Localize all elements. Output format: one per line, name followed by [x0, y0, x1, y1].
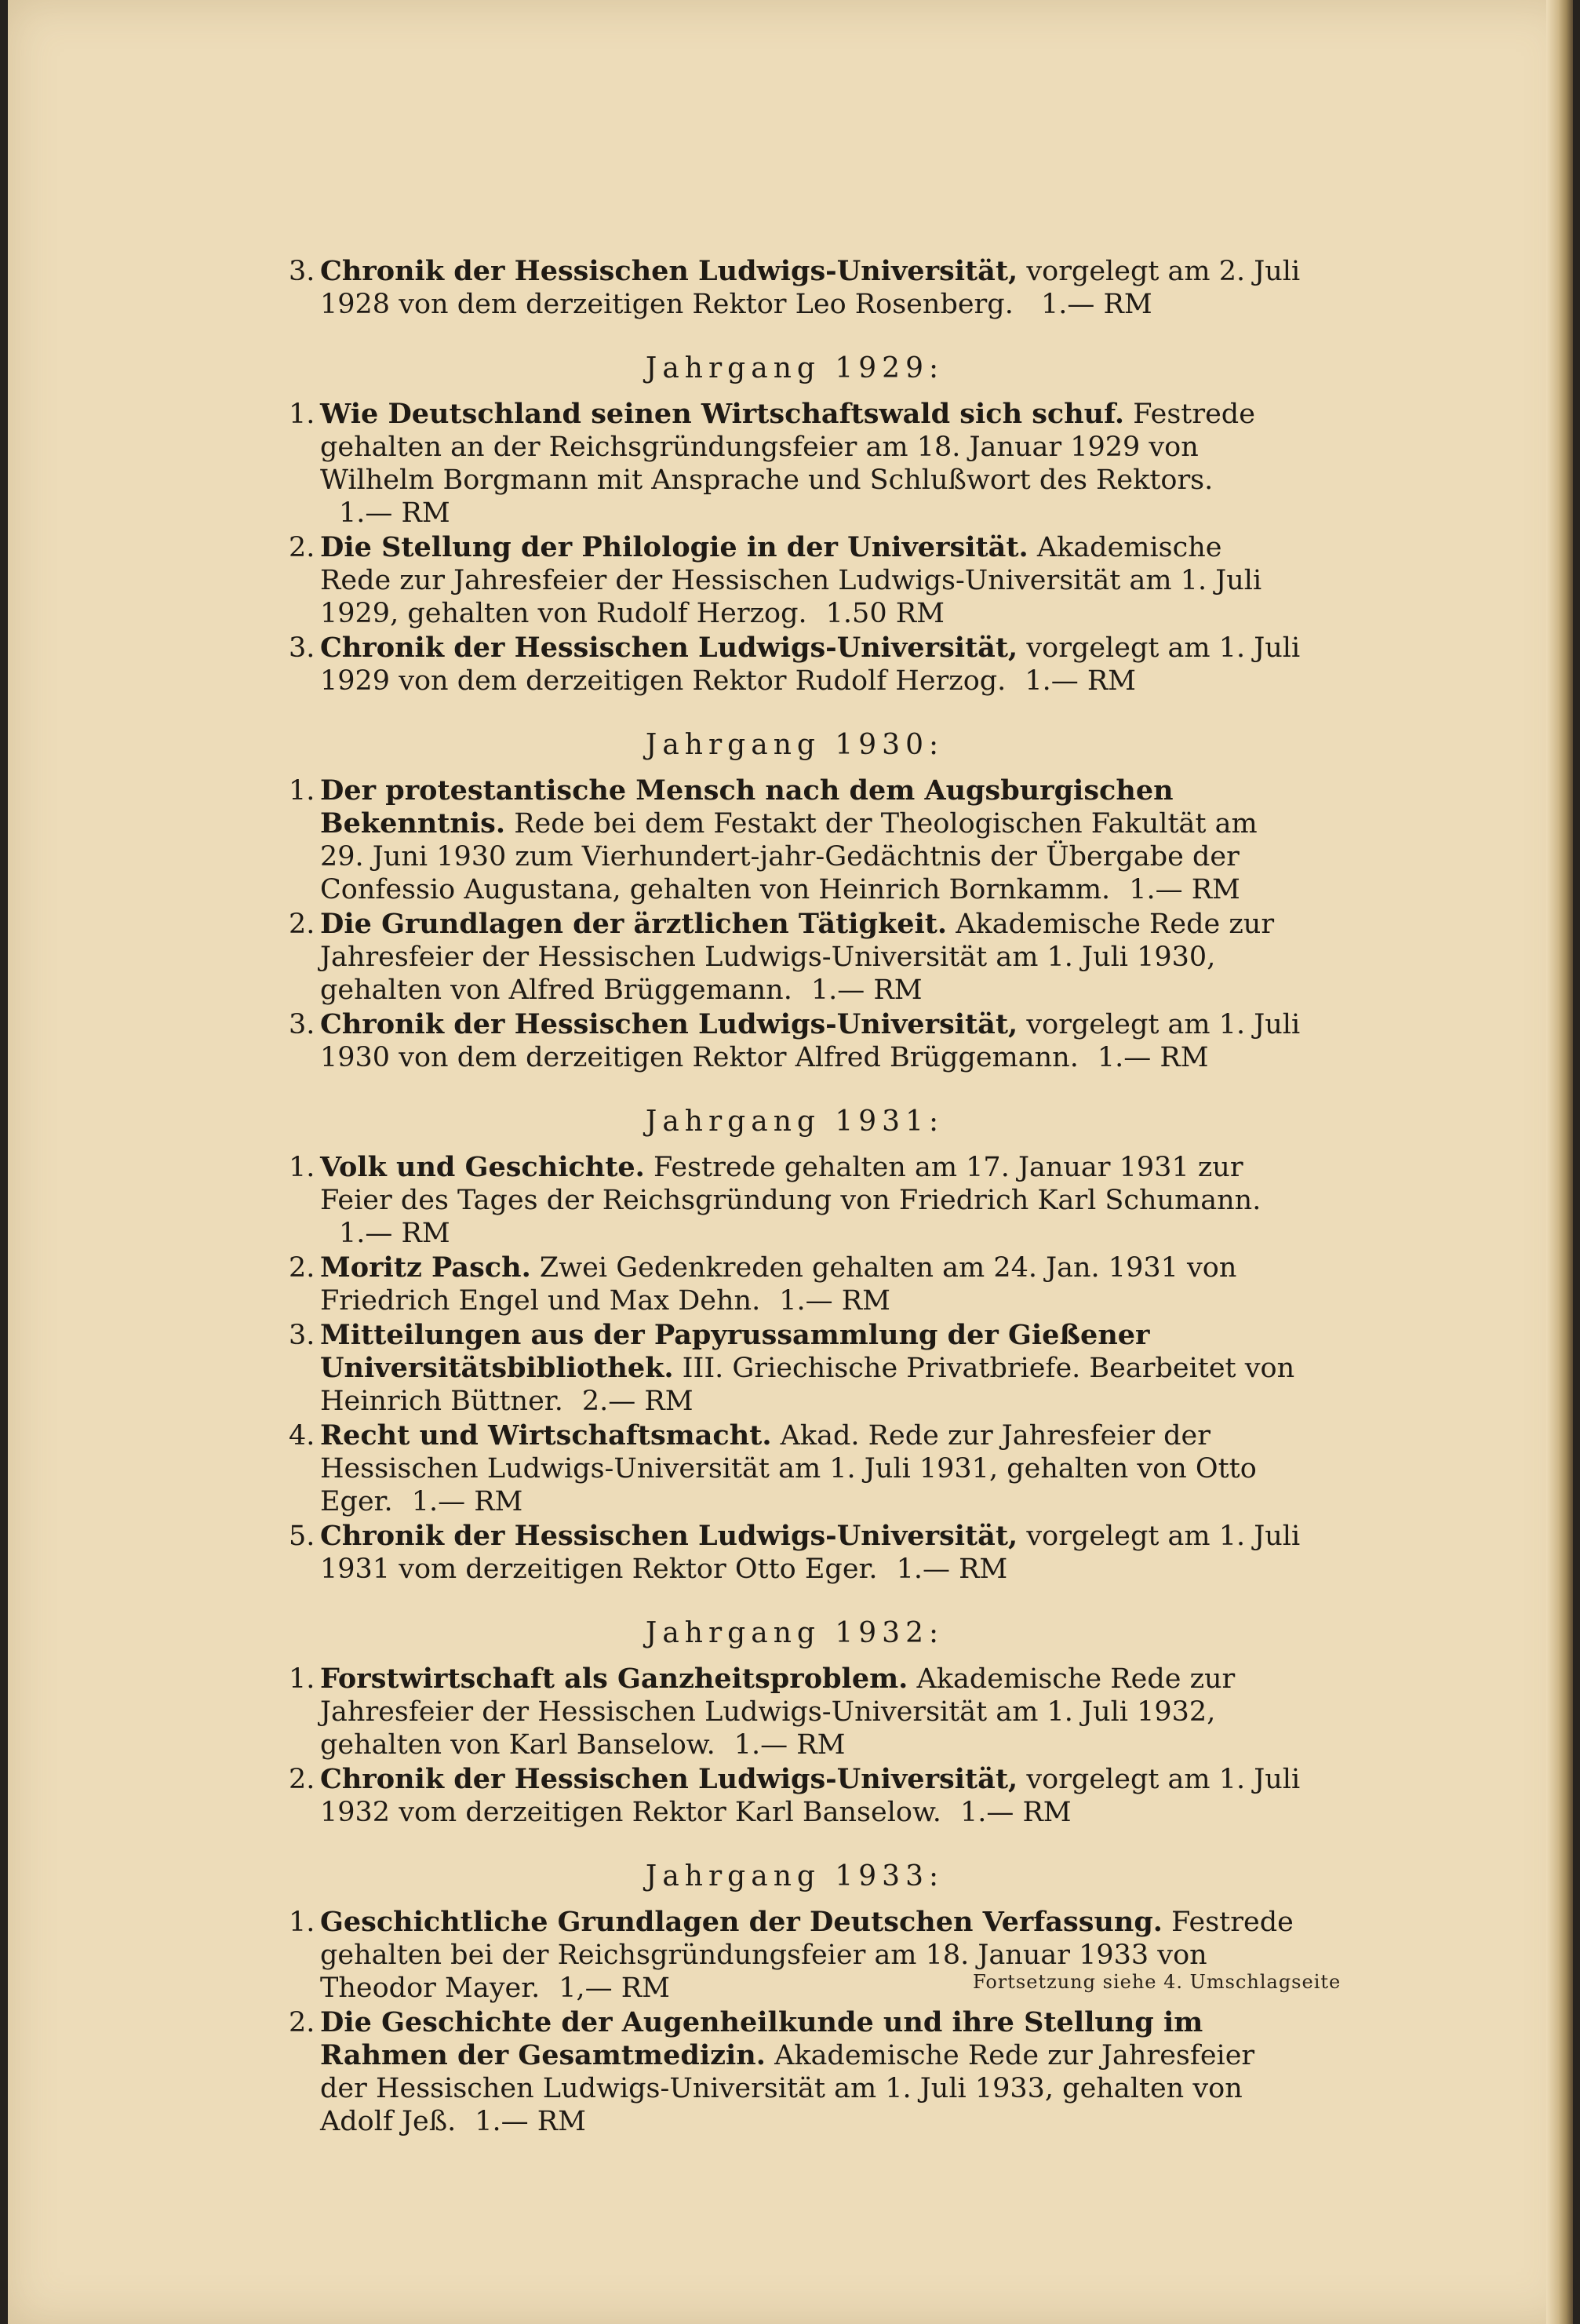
- page-edge: [1546, 0, 1573, 2324]
- entry-title: Forstwirtschaft als Ganzheitsproblem.: [320, 1663, 908, 1695]
- entry-text: Festrede gehalten am 17. Januar 1931 zur Feier des Tages der Reichsgründung von Friedrich Karl Schumann.: [320, 1152, 1261, 1216]
- entry-price: 2.— RM: [581, 1386, 694, 1417]
- entry-price: 1.— RM: [339, 497, 450, 529]
- list-entry: [289, 908, 1301, 1007]
- entry-title: Chronik der Hessischen Ludwigs-Universität,: [320, 632, 1018, 664]
- entry-text: vorgelegt am 1. Juli 1932 vom derzeitigen Rektor Karl Banselow.: [320, 1764, 1301, 1828]
- entry-title: Die Geschichte der Augenheilkunde und ihre Stellung im Rahmen der Gesamtmedizin.: [320, 2006, 1203, 2071]
- list-entry: [289, 1151, 1301, 1250]
- list-entry-1928-3: [289, 255, 1301, 321]
- entry-title: Geschichtliche Grundlagen der Deutschen Verfassung.: [320, 1906, 1163, 1938]
- year-sections: [289, 351, 1301, 2138]
- entry-price: 1.— RM: [1040, 289, 1152, 320]
- year-heading: Jahrgang 1929:: [645, 352, 945, 384]
- entry-title: Die Stellung der Philologie in der Universität.: [320, 531, 1028, 563]
- entry-number: 4.: [289, 1420, 315, 1452]
- entry-title: Moritz Pasch.: [320, 1251, 531, 1284]
- entry-text: Festrede gehalten an der Reichsgründungsfeier am 18. Januar 1929 von Wilhelm Borgmann mit Ansprache und Schlußwort des Rektors.: [320, 399, 1255, 496]
- entry-number: 1.: [289, 775, 315, 807]
- list-entry: [289, 398, 1301, 530]
- list-entry: [289, 774, 1301, 906]
- entry-title: Chronik der Hessischen Ludwigs-Universität,: [320, 1008, 1018, 1040]
- entry-title: Volk und Geschichte.: [320, 1151, 645, 1183]
- entry-number: 2.: [289, 909, 315, 940]
- entry-title: Chronik der Hessischen Ludwigs-Universität,: [320, 255, 1018, 287]
- entry-number: 2.: [289, 1252, 315, 1284]
- entry-number: 1.: [289, 1907, 315, 1938]
- entry-text: Festrede gehalten bei der Reichsgründungsfeier am 18. Januar 1933 von Theodor Mayer.: [320, 1907, 1294, 2004]
- entry-price: 1.— RM: [475, 2106, 586, 2137]
- list-entry: [289, 1520, 1301, 1586]
- entry-number: 3.: [289, 1320, 315, 1351]
- year-heading: Jahrgang 1932:: [645, 1617, 945, 1649]
- footer-note: Fortsetzung siehe 4. Umschlagseite: [973, 1971, 1342, 1993]
- entry-title: Chronik der Hessischen Ludwigs-Universität,: [320, 1763, 1018, 1795]
- year-heading: Jahrgang 1931:: [645, 1106, 945, 1138]
- entry-text: Akademische Rede zur Jahresfeier der Hessischen Ludwigs-Universität am 1. Juli 1929, gehalten von Rudolf Herzog.: [320, 532, 1262, 629]
- entry-price: 1.— RM: [810, 974, 923, 1006]
- list-entry: [289, 1251, 1301, 1317]
- list-entry: [289, 1663, 1301, 1761]
- entry-text: Akademische Rede zur Jahresfeier der Hessischen Ludwigs-Universität am 1. Juli 1933, gehalten von Adolf Jeß.: [320, 2040, 1255, 2137]
- entry-text: vorgelegt am 1. Juli 1929 von dem derzeitigen Rektor Rudolf Herzog.: [320, 632, 1301, 697]
- entry-title: Wie Deutschland seinen Wirtschaftswald sich schuf.: [320, 398, 1125, 430]
- entry-text: III. Griechische Privatbriefe. Bearbeitet von Heinrich Büttner.: [320, 1353, 1295, 1417]
- entry-number: 1.: [289, 1663, 315, 1695]
- entry-price: 1.— RM: [1097, 1042, 1209, 1073]
- page: [8, 0, 1573, 2324]
- list-entry: [289, 1419, 1301, 1518]
- entry-number: 2.: [289, 532, 315, 563]
- year-heading: Jahrgang 1933:: [645, 1860, 945, 1892]
- entry-text: Akad. Rede zur Jahresfeier der Hessischen Ludwigs-Universität am 1. Juli 1931, gehalten von Otto Eger.: [320, 1420, 1257, 1517]
- list-entry: [289, 531, 1301, 630]
- entry-text: vorgelegt am 1. Juli 1930 von dem derzeitigen Rektor Alfred Brüggemann.: [320, 1009, 1301, 1073]
- entry-price: 1.— RM: [896, 1554, 1008, 1585]
- entry-price: 1.— RM: [779, 1285, 890, 1317]
- entry-price: 1.— RM: [1129, 874, 1240, 905]
- entry-price: 1.— RM: [959, 1797, 1072, 1828]
- entry-number: 1.: [289, 1152, 315, 1183]
- list-entry: [289, 1319, 1301, 1418]
- entry-text: Rede bei dem Festakt der Theologischen Fakultät am 29. Juni 1930 zum Vierhundert-jahr-Gedächtnis der Übergabe der Confessio Augustana, gehalten von Heinrich Bornkamm.: [320, 808, 1258, 905]
- year-heading: Jahrgang 1930:: [645, 729, 945, 761]
- entry-number: 5.: [289, 1521, 315, 1552]
- entry-text: vorgelegt am 1. Juli 1931 vom derzeitigen Rektor Otto Eger.: [320, 1521, 1301, 1585]
- list-entry: [289, 2006, 1301, 2138]
- entry-text: vorgelegt am 2. Juli 1928 von dem derzeitigen Rektor Leo Rosenberg.: [320, 256, 1301, 320]
- list-entry: [289, 1008, 1301, 1074]
- entry-title: Die Grundlagen der ärztlichen Tätigkeit.: [320, 908, 948, 940]
- entry-number: 3.: [289, 632, 315, 664]
- entry-text: Akademische Rede zur Jahresfeier der Hessischen Ludwigs-Universität am 1. Juli 1932, gehalten von Karl Banselow.: [320, 1663, 1236, 1761]
- entry-title: Chronik der Hessischen Ludwigs-Universität,: [320, 1520, 1018, 1552]
- list-entry: [289, 1763, 1301, 1829]
- entry-number: 3.: [289, 256, 315, 287]
- entry-price: 1.— RM: [411, 1486, 523, 1517]
- list-entry: [289, 632, 1301, 698]
- entry-title: Der protestantische Mensch nach dem Augsburgischen Bekenntnis.: [320, 774, 1174, 840]
- entry-text: Akademische Rede zur Jahresfeier der Hessischen Ludwigs-Universität am 1. Juli 1930, gehalten von Alfred Brüggemann.: [320, 909, 1275, 1006]
- publication-list: [289, 255, 1301, 2138]
- entry-text: Zwei Gedenkreden gehalten am 24. Jan. 1931 von Friedrich Engel und Max Dehn.: [320, 1252, 1237, 1317]
- entry-price: 1.— RM: [1025, 665, 1137, 697]
- entry-number: 2.: [289, 1764, 315, 1795]
- entry-number: 2.: [289, 2007, 315, 2038]
- entry-title: Recht und Wirtschaftsmacht.: [320, 1419, 772, 1452]
- entry-number: 1.: [289, 399, 315, 430]
- entry-price: 1,— RM: [559, 1972, 670, 2004]
- entry-title: Mitteilungen aus der Papyrussammlung der Gießener Universitätsbibliothek.: [320, 1319, 1150, 1384]
- entry-price: 1.— RM: [339, 1218, 450, 1249]
- entry-number: 3.: [289, 1009, 315, 1040]
- entry-price: 1.50 RM: [825, 598, 945, 629]
- entry-price: 1.— RM: [734, 1729, 846, 1761]
